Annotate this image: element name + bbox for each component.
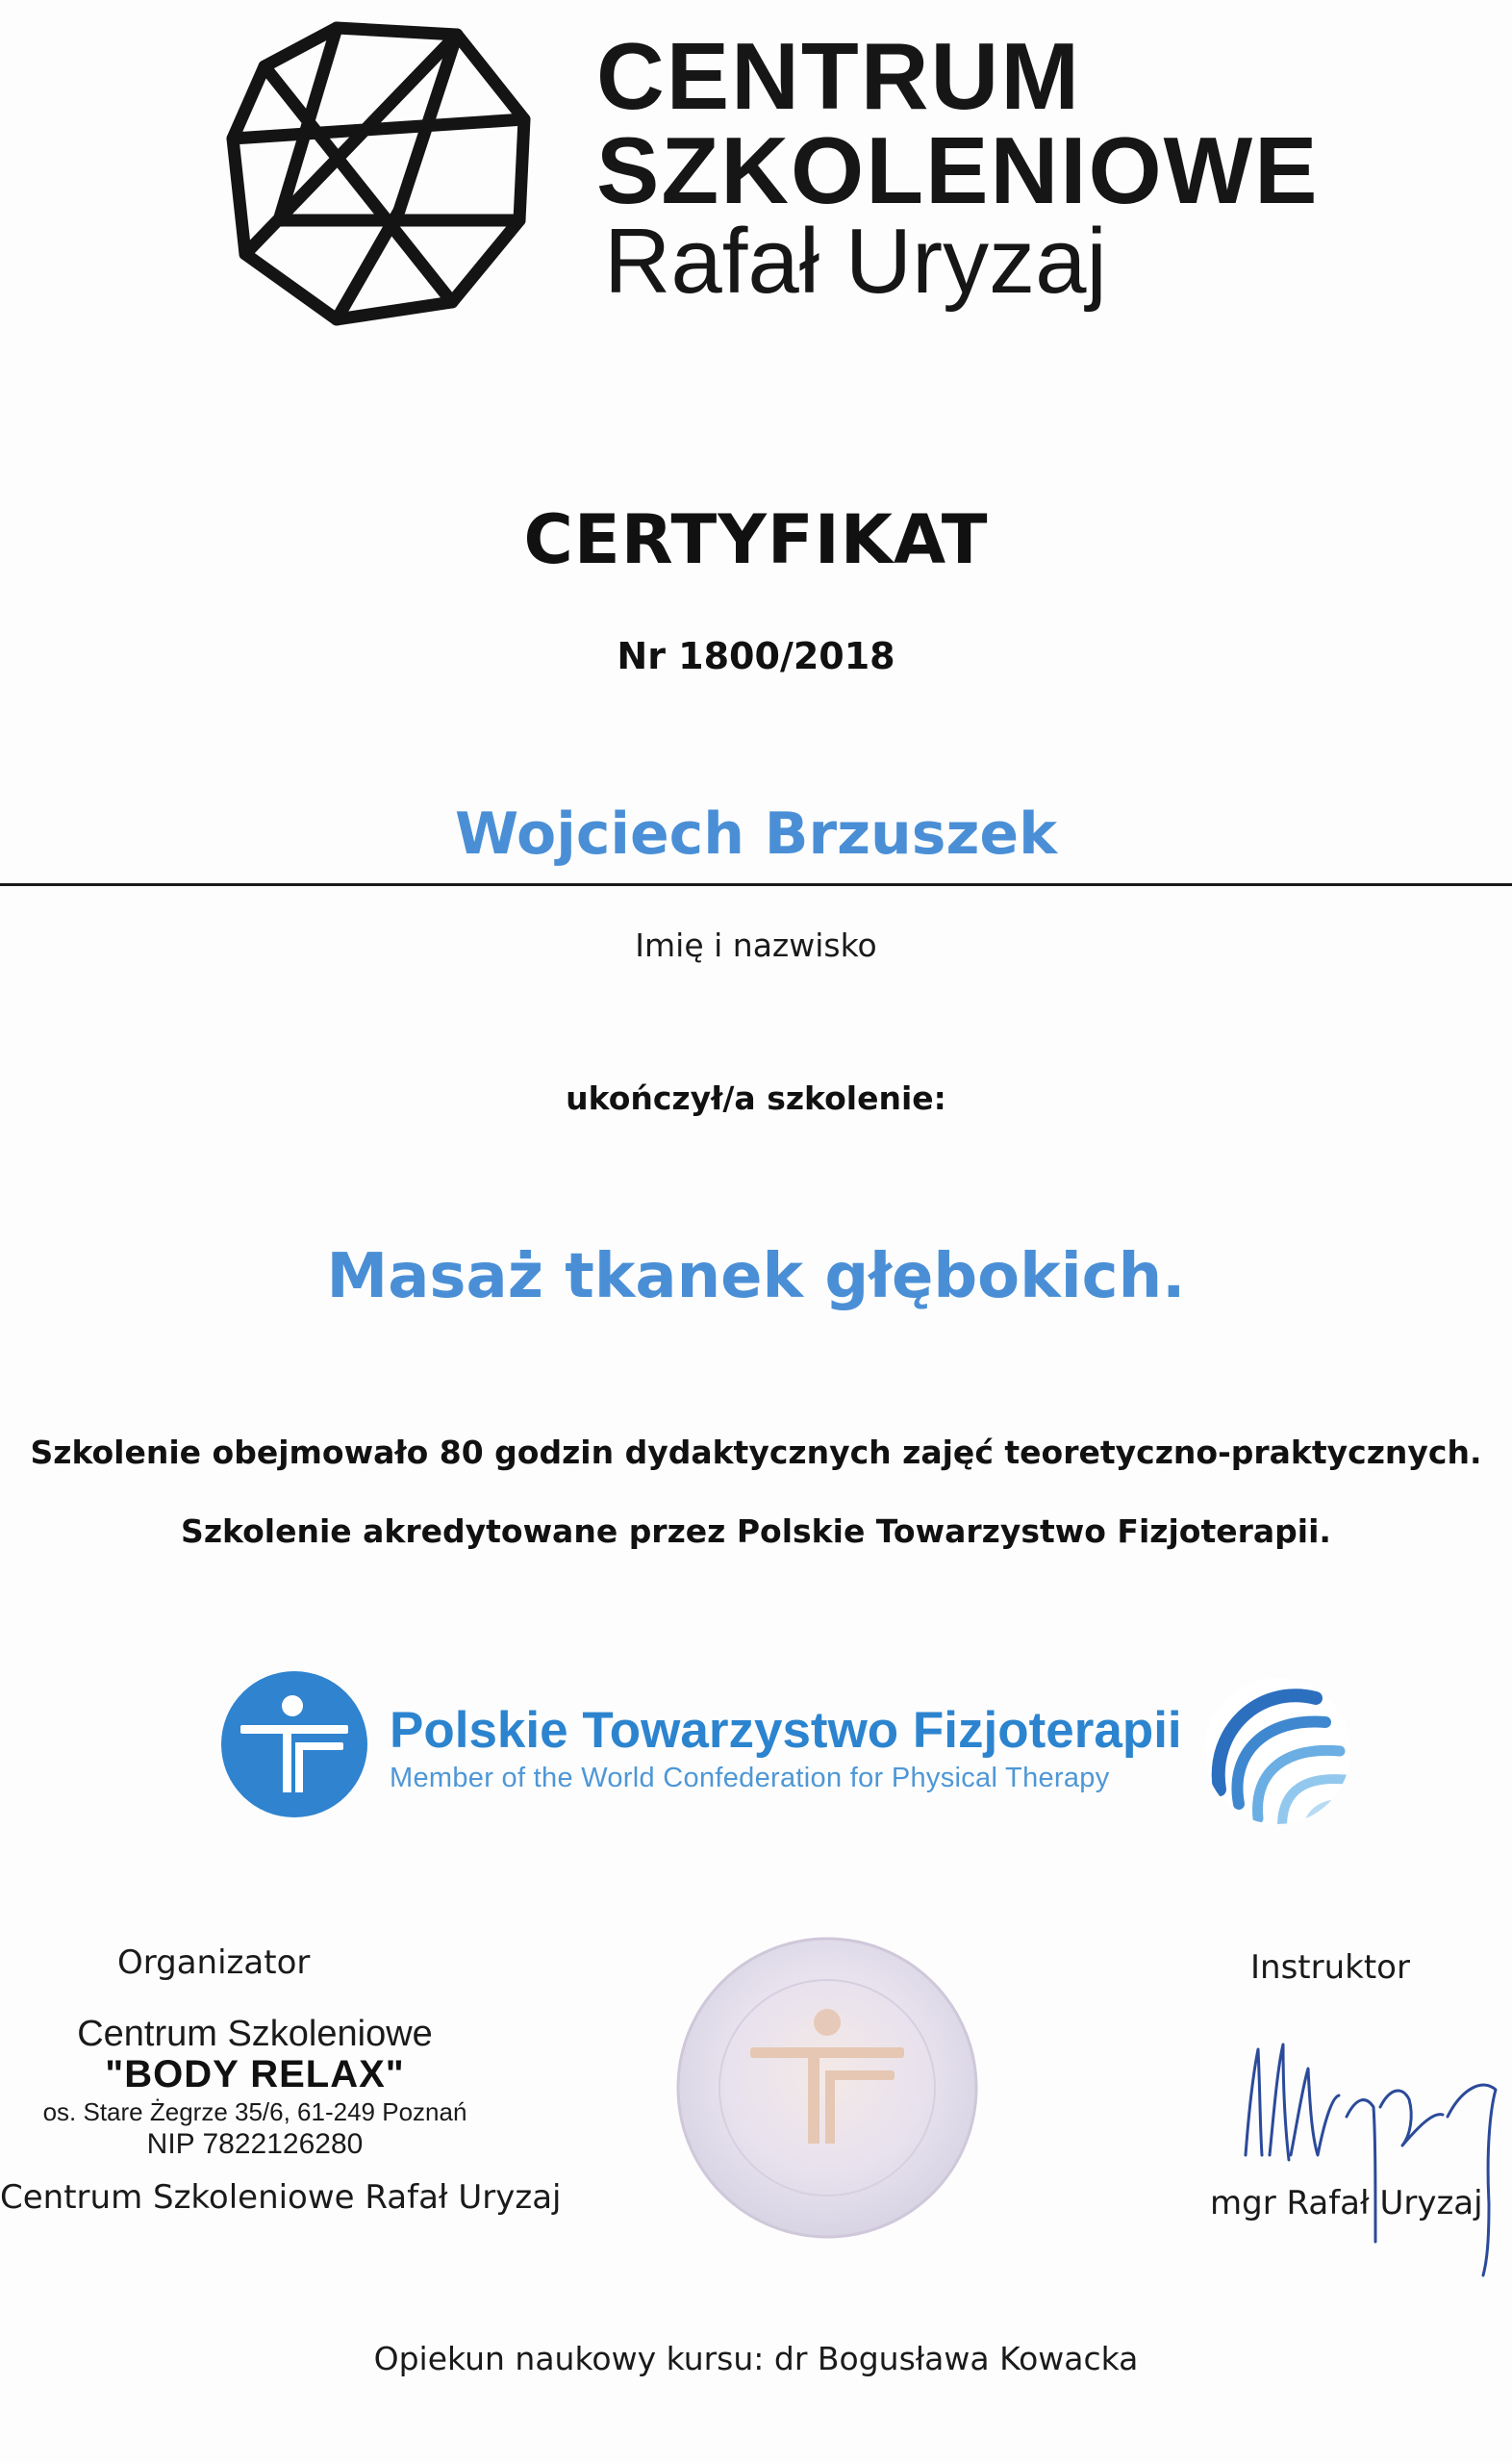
- name-divider-line: [0, 883, 1512, 886]
- course-name: Masaż tkanek głębokich.: [326, 1241, 1186, 1312]
- scientific-supervisor: Opiekun naukowy kursu: dr Bogusława Kowacka: [373, 2340, 1139, 2377]
- hours-statement: Szkolenie obejmowało 80 godzin dydaktycznych zajęć teoretyczno-praktycznych.: [30, 1434, 1482, 1471]
- ptf-emblem-icon: [219, 1669, 369, 1819]
- brand-line-1: CENTRUM: [596, 23, 1081, 129]
- recipient-name: Wojciech Brzuszek: [454, 800, 1057, 868]
- organizer-label: Organizator: [117, 1943, 311, 1982]
- certificate-number: Nr 1800/2018: [617, 635, 895, 677]
- organizer-stamp-name: Centrum Szkoleniowe: [77, 2014, 433, 2054]
- wcpt-logo-icon: [1200, 1674, 1354, 1828]
- organizer-stamp-nip: NIP 7822126280: [146, 2128, 364, 2160]
- ptf-tagline: Member of the World Confederation for Physical Therapy: [390, 1763, 1110, 1793]
- instructor-label: Instruktor: [1250, 1948, 1410, 1987]
- instructor-name: mgr Rafał Uryzaj: [1210, 2184, 1483, 2222]
- accreditation-statement: Szkolenie akredytowane przez Polskie Towarzystwo Fizjoterapii.: [181, 1512, 1331, 1550]
- signature-icon: [1231, 2011, 1510, 2280]
- brand-line-2: SZKOLENIOWE: [596, 117, 1320, 223]
- geometric-logo-icon: [221, 13, 539, 331]
- organizer-center-name: Centrum Szkoleniowe Rafał Uryzaj: [0, 2178, 562, 2217]
- organizer-stamp-brand: "BODY RELAX": [105, 2053, 405, 2095]
- organizer-stamp-address: os. Stare Żegrze 35/6, 61-249 Poznań: [42, 2097, 467, 2126]
- certificate-title: CERTYFIKAT: [523, 500, 989, 579]
- ptf-name: Polskie Towarzystwo Fizjoterapii: [390, 1702, 1182, 1759]
- name-caption: Imię i nazwisko: [635, 927, 877, 964]
- brand-line-3: Rafał Uryzaj: [604, 210, 1107, 313]
- completed-label: ukończył/a szkolenie:: [566, 1079, 946, 1117]
- hologram-seal-icon: [673, 1934, 981, 2242]
